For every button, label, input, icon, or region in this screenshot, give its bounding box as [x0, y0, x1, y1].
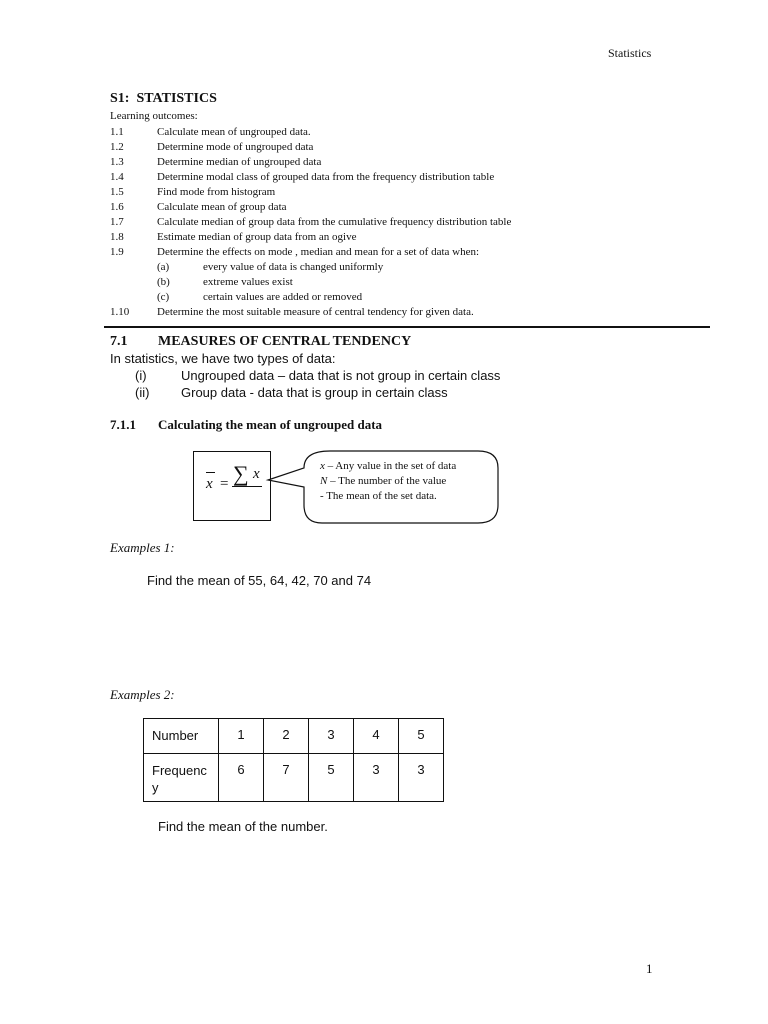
outcome-number: 1.1	[110, 126, 124, 138]
table-cell: 1	[219, 719, 264, 754]
frequency-header-part1: Frequenc	[152, 763, 207, 778]
outcome-text: Calculate median of group data from the cumulative frequency distribution table	[157, 216, 512, 228]
formula-numerator: x	[253, 466, 260, 482]
callout-line-n	[320, 475, 446, 487]
outcome-subitem-text: extreme values exist	[203, 276, 293, 288]
frequency-header-part2: y	[152, 780, 159, 795]
outcome-number: 1.8	[110, 231, 124, 243]
example1-label: Examples 1:	[110, 540, 175, 555]
outcome-text: Determine mode of ungrouped data	[157, 141, 314, 153]
table-row	[144, 719, 444, 754]
outcome-text: Calculate mean of group data	[157, 201, 287, 213]
section-title: MEASURES OF CENTRAL TENDENCY	[158, 334, 412, 349]
data-type-text: Group data - data that is group in certain class	[181, 385, 448, 400]
table-cell: 2	[264, 719, 309, 754]
outcome-number: 1.3	[110, 156, 124, 168]
table-header-frequency	[144, 754, 219, 802]
frequency-table	[143, 718, 444, 802]
outcome-text: Determine the effects on mode , median and mean for a set of data when:	[157, 246, 480, 258]
outcome-subitem-letter: (a)	[157, 261, 170, 273]
table-cell: 3	[309, 719, 354, 754]
table-cell: 4	[354, 719, 399, 754]
table-cell: 7	[264, 754, 309, 802]
subsection-number: 7.1.1	[110, 417, 136, 432]
outcome-number: 1.9	[110, 246, 124, 258]
section-intro: In statistics, we have two types of data:	[110, 351, 336, 366]
page-number: 1	[646, 961, 653, 976]
data-type-number: (ii)	[135, 385, 150, 400]
callout-line-mean: - The mean of the set data.	[320, 490, 437, 502]
outcome-number: 1.7	[110, 216, 124, 228]
table-row	[144, 754, 444, 802]
callout-text-x: – Any value in the set of data	[324, 460, 457, 472]
callout-line-x	[320, 460, 456, 472]
callout-var-x: x	[320, 460, 325, 472]
formula-equals: =	[220, 476, 229, 492]
subsection-title: Calculating the mean of ungrouped data	[158, 417, 383, 432]
formula-lhs: x	[206, 476, 213, 492]
data-type-number: (i)	[135, 368, 147, 383]
section-number: 7.1	[110, 334, 128, 349]
table-header-number: Number	[144, 719, 219, 754]
outcome-number: 1.10	[110, 306, 130, 318]
outcome-text: Determine the most suitable measure of central tendency for given data.	[157, 306, 474, 318]
data-type-text: Ungrouped data – data that is not group in certain class	[181, 368, 501, 383]
outcome-text: Estimate median of group data from an ogive	[157, 231, 357, 243]
example2-label: Examples 2:	[110, 687, 175, 702]
table-cell: 3	[399, 754, 444, 802]
chapter-title: S1: STATISTICS	[110, 91, 217, 106]
callout-var-n: N	[320, 475, 328, 487]
outcome-number: 1.2	[110, 141, 124, 153]
outcome-text: Determine median of ungrouped data	[157, 156, 322, 168]
outcome-number: 1.5	[110, 186, 124, 198]
outcome-subitem-letter: (b)	[157, 276, 170, 288]
outcome-number: 1.4	[110, 171, 124, 183]
running-header: Statistics	[608, 46, 652, 60]
example1-question: Find the mean of 55, 64, 42, 70 and 74	[147, 573, 372, 588]
table-cell: 3	[354, 754, 399, 802]
table-cell: 5	[309, 754, 354, 802]
outcome-number: 1.6	[110, 201, 124, 213]
outcome-text: Calculate mean of ungrouped data.	[157, 126, 311, 138]
callout-text-n: – The number of the value	[327, 475, 447, 487]
table-cell: 6	[219, 754, 264, 802]
outcome-text: Determine modal class of grouped data from the frequency distribution table	[157, 171, 495, 183]
outcome-text: Find mode from histogram	[157, 186, 276, 198]
sigma-icon: ∑	[233, 461, 249, 486]
outcome-subitem-text: certain values are added or removed	[203, 291, 363, 303]
outcomes-label: Learning outcomes:	[110, 110, 198, 122]
outcome-subitem-text: every value of data is changed uniformly	[203, 261, 384, 273]
table-cell: 5	[399, 719, 444, 754]
outcome-subitem-letter: (c)	[157, 291, 170, 303]
example2-question: Find the mean of the number.	[158, 819, 328, 834]
